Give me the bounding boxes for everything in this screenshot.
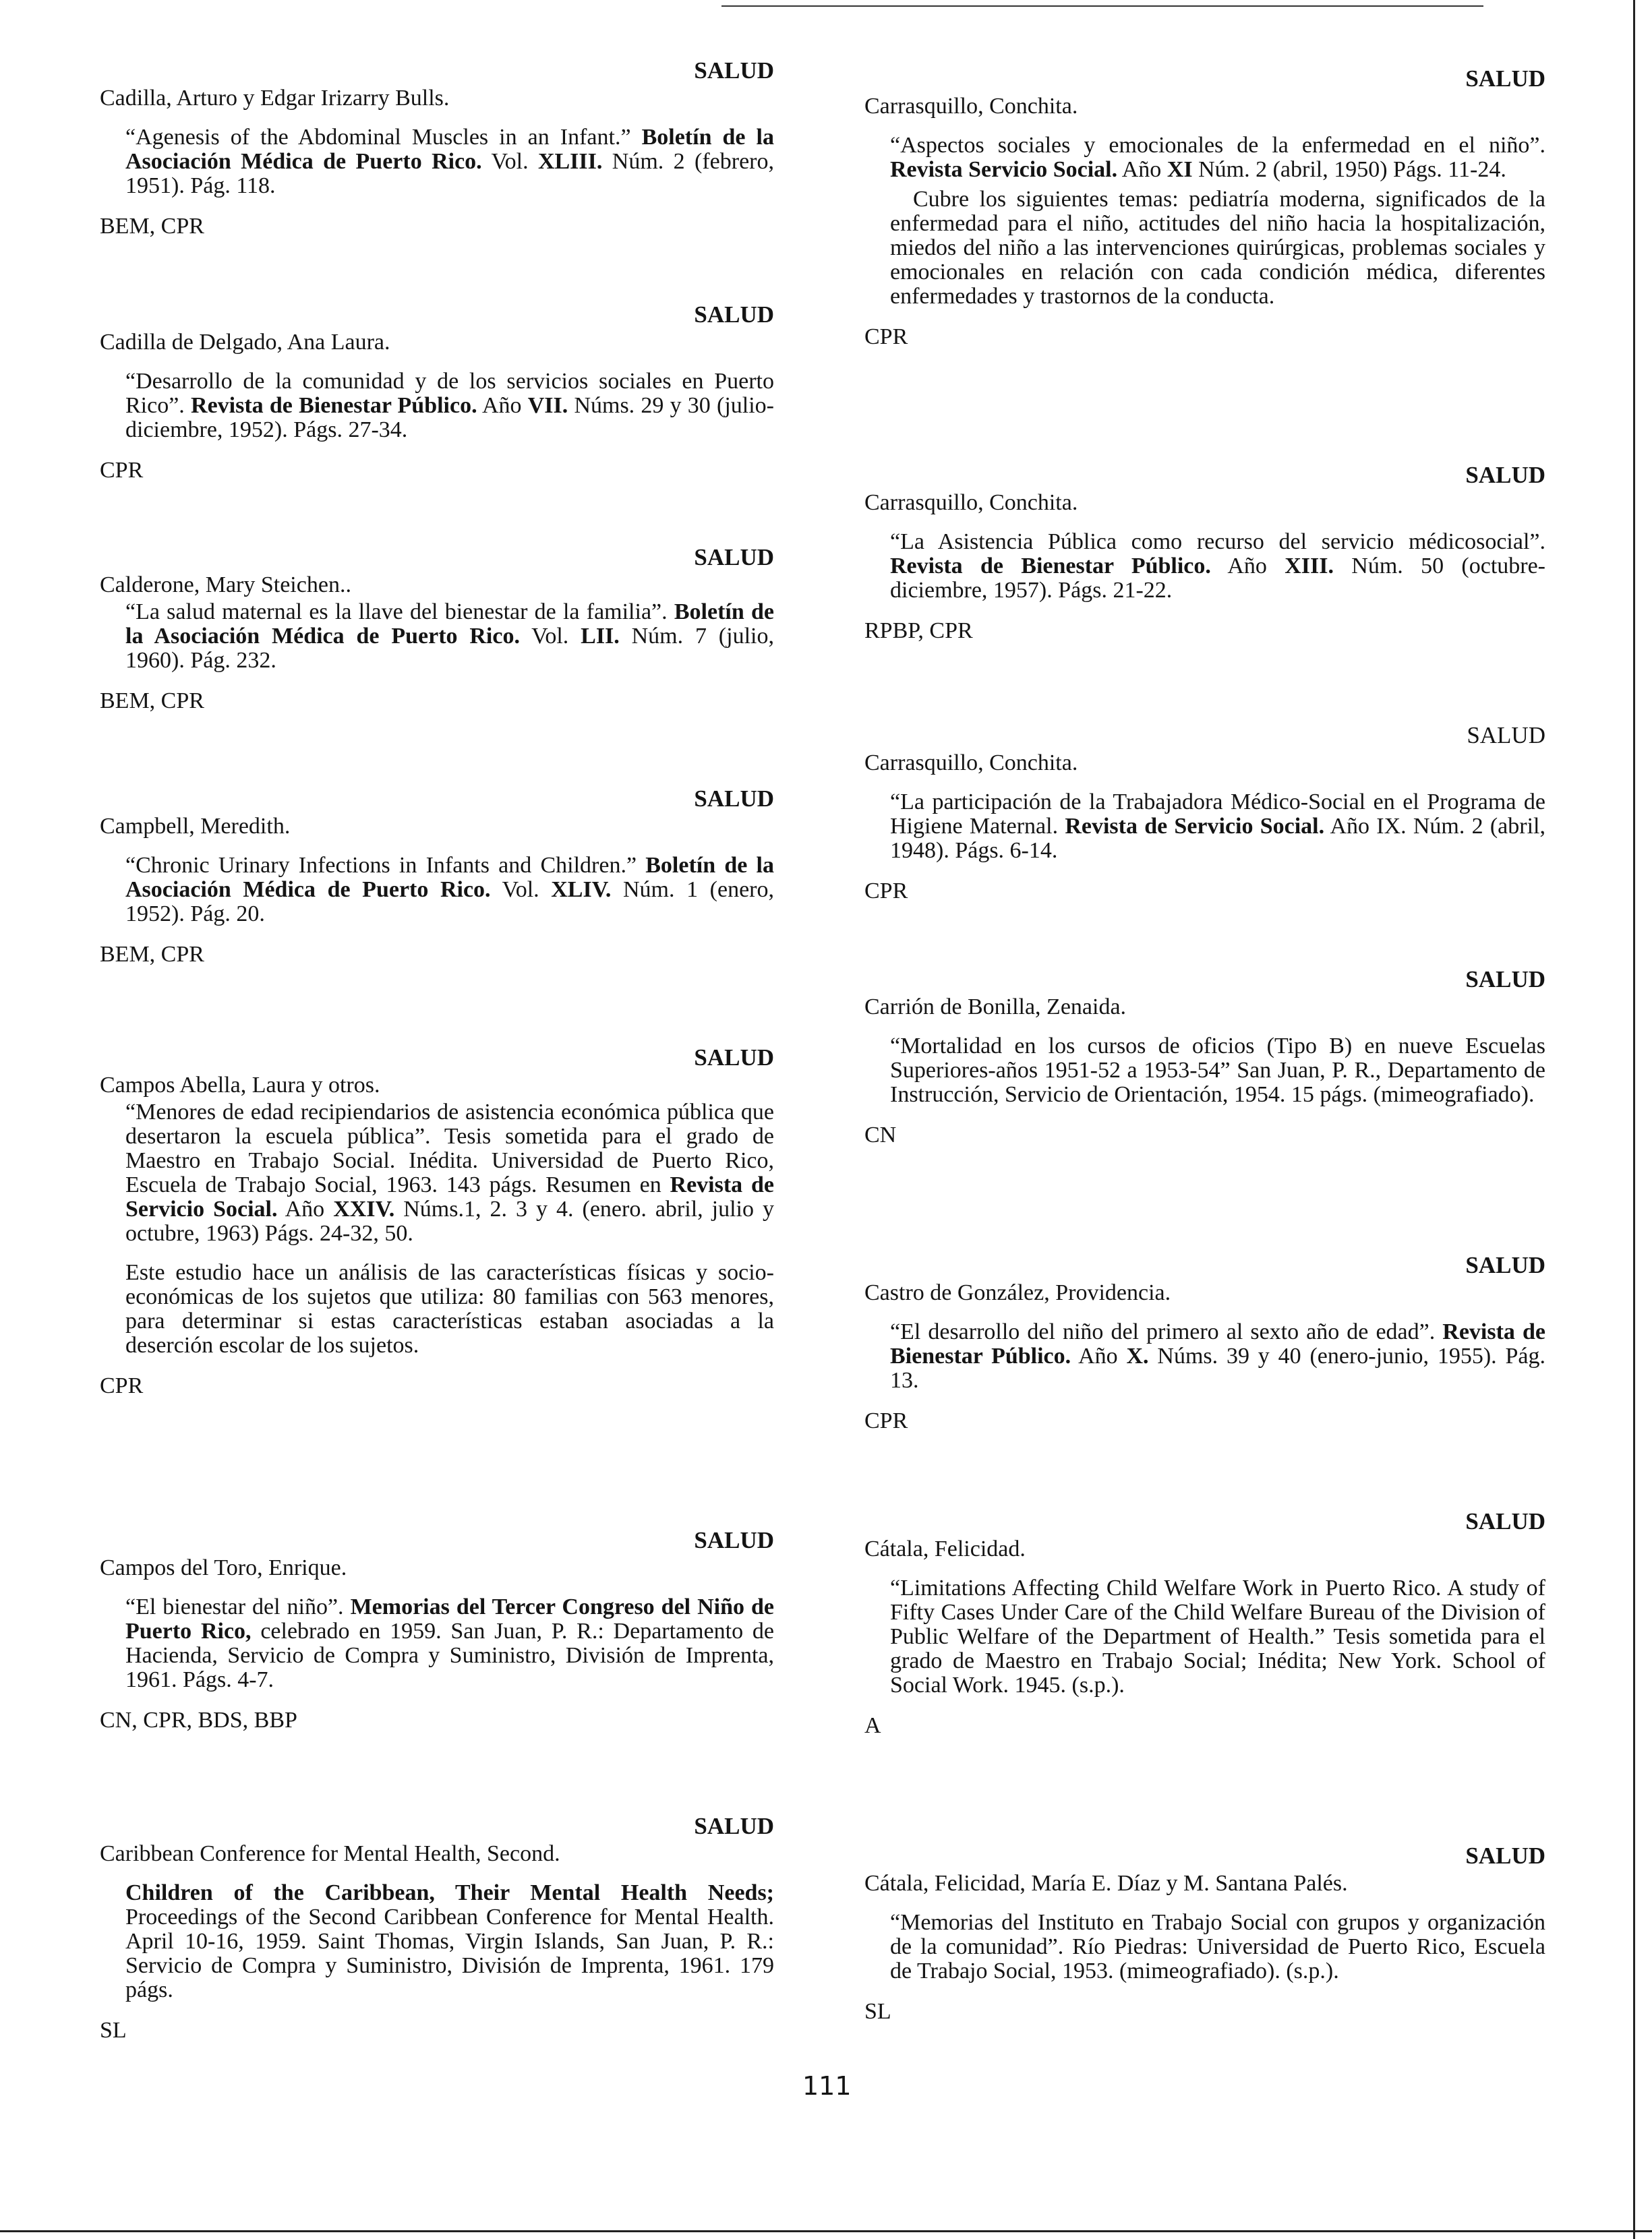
entry-location: CPR [864, 324, 908, 349]
entry-location: CN [864, 1123, 897, 1147]
entry-author: Caribbean Conference for Mental Health, Second. [100, 1841, 560, 1866]
entry-location: BEM, CPR [100, 688, 204, 713]
entry-category: SALUD [694, 1527, 774, 1553]
entry-citation: “La participación de la Trabajadora Médico-Social en el Programa de Higiene Maternal. Revista de Servicio Social. Año IX. Núm. 2 (abril, 1948). Págs. 6-14. [890, 789, 1545, 863]
entry-citation: “Mortalidad en los cursos de oficios (Tipo B) en nueve Escuelas Superiores-años 1951-52 a 1953-54” San Juan, P. R., Departamento de Instrucción, Servicio de Orientación, 1954. 15 págs. (mimeografiado). [890, 1034, 1545, 1107]
entry-location: BEM, CPR [100, 214, 204, 239]
entry-category: SALUD [1467, 722, 1545, 748]
entry-citation: “Memorias del Instituto en Trabajo Social con grupos y organización de la comunidad”. Río Piedras: Universidad de Puerto Rico, Escuela de Trabajo Social, 1953. (mimeografiado). (s.p.). [890, 1910, 1545, 1983]
entry-author: Carrasquillo, Conchita. [864, 94, 1078, 119]
entry-location: SL [864, 1999, 891, 2024]
entry-location: CPR [100, 458, 144, 483]
page-number: 111 [802, 2071, 852, 2101]
entry-author: Calderone, Mary Steichen.. [100, 572, 351, 597]
entry-category: SALUD [694, 57, 774, 84]
entry-author: Cadilla de Delgado, Ana Laura. [100, 330, 390, 355]
entry-location: CN, CPR, BDS, BBP [100, 1708, 297, 1733]
entry-category: SALUD [694, 1813, 774, 1839]
bibliography-entry [100, 786, 774, 967]
bibliography-entry [100, 1528, 774, 1733]
bibliography-entry [100, 58, 774, 239]
entry-author: Carrión de Bonilla, Zenaida. [864, 994, 1127, 1019]
entry-note: Cubre los siguientes temas: pediatría moderna, significados de la enfermedad para el niño, actitudes del niño hacia la hospitalización, miedos del niño a las intervenciones quirúrgicas, problemas sociales y emocionales en relación con cada condición médica, diferentes enfermedades y trastornos de la conducta. [890, 187, 1545, 309]
bibliography-entry [864, 1253, 1545, 1433]
entry-category: SALUD [694, 1044, 774, 1071]
top-rule [721, 5, 1483, 7]
bibliography-entry [864, 723, 1545, 903]
entry-category: SALUD [1465, 1252, 1545, 1278]
bibliography-entry [100, 1814, 774, 2043]
entry-citation: “La salud maternal es la llave del bienestar de la familia”. Boletín de la Asociación Médica de Puerto Rico. Vol. LII. Núm. 7 (julio, 1960). Pág. 232. [125, 599, 774, 673]
entry-author: Cátala, Felicidad. [864, 1536, 1026, 1561]
entry-citation: “Aspectos sociales y emocionales de la enfermedad en el niño”. Revista Servicio Social. Año XI Núm. 2 (abril, 1950) Págs. 11-24. [890, 133, 1545, 182]
bibliography-entry [864, 967, 1545, 1147]
bibliography-entry [100, 302, 774, 483]
right-border-rule [1633, 0, 1635, 2239]
entry-author: Carrasquillo, Conchita. [864, 490, 1078, 515]
entry-location: BEM, CPR [100, 942, 204, 967]
entry-category: SALUD [1465, 1843, 1545, 1869]
entry-citation: “El desarrollo del niño del primero al sexto año de edad”. Revista de Bienestar Público. Año X. Núms. 39 y 40 (enero-junio, 1955). Pág. 13. [890, 1319, 1545, 1393]
bibliography-entry [864, 462, 1545, 643]
entry-author: Cátala, Felicidad, María E. Díaz y M. Santana Palés. [864, 1871, 1348, 1896]
entry-category: SALUD [1465, 462, 1545, 488]
entry-author: Campos Abella, Laura y otros. [100, 1073, 380, 1098]
entry-citation: “Agenesis of the Abdominal Muscles in an Infant.” Boletín de la Asociación Médica de Puerto Rico. Vol. XLIII. Núm. 2 (febrero, 1951). Pág. 118. [125, 125, 774, 198]
entry-category: SALUD [694, 544, 774, 570]
entry-category: SALUD [1465, 1508, 1545, 1534]
entry-author: Carrasquillo, Conchita. [864, 750, 1078, 775]
entry-citation: “Limitations Affecting Child Welfare Work in Puerto Rico. A study of Fifty Cases Under Care of the Child Welfare Bureau of the Division of Public Welfare of the Department of Health.” Tesis sometida para el grado de Maestro en Trabajo Social; Inédita; New York. School of Social Work. 1945. (s.p.). [890, 1576, 1545, 1698]
entry-location: CPR [864, 878, 908, 903]
entry-citation: “Chronic Urinary Infections in Infants and Children.” Boletín de la Asociación Médica de Puerto Rico. Vol. XLIV. Núm. 1 (enero, 1952). Pág. 20. [125, 853, 774, 926]
entry-author: Campos del Toro, Enrique. [100, 1555, 347, 1580]
entry-category: SALUD [694, 301, 774, 328]
entry-citation: “La Asistencia Pública como recurso del servicio médicosocial”. Revista de Bienestar Público. Año XIII. Núm. 50 (octubre-diciembre, 1957). Págs. 21-22. [890, 529, 1545, 603]
entry-location: A [864, 1713, 881, 1738]
entry-citation: Children of the Caribbean, Their Mental Health Needs; Proceedings of the Second Caribbean Conference for Mental Health. April 10-16, 1959. Saint Thomas, Virgin Islands, San Juan, P. R.: Servicio de Compra y Suministro, División de Imprenta, 1961. 179 págs. [125, 1880, 774, 2002]
entry-note: Este estudio hace un análisis de las características físicas y socio-económicas de los sujetos que utiliza: 80 familias con 563 menores, para determinar si estas características estaban asociadas a la deserción escolar de los sujetos. [125, 1260, 774, 1358]
entry-category: SALUD [1465, 65, 1545, 92]
bibliography-entry [864, 66, 1545, 349]
bibliography-entry [100, 1045, 774, 1398]
bottom-border-rule [0, 2230, 1652, 2232]
entry-citation: “El bienestar del niño”. Memorias del Tercer Congreso del Niño de Puerto Rico, celebrado en 1959. San Juan, P. R.: Departamento de Hacienda, Servicio de Compra y Suministro, División de Imprenta, 1961. Págs. 4-7. [125, 1594, 774, 1692]
entry-location: SL [100, 2018, 127, 2043]
entry-author: Cadilla, Arturo y Edgar Irizarry Bulls. [100, 86, 450, 111]
bibliography-entry [100, 545, 774, 713]
entry-citation: “Menores de edad recipiendarios de asistencia económica pública que desertaron la escuela pública”. Tesis sometida para el grado de Maestro en Trabajo Social. Inédita. Universidad de Puerto Rico, Escuela de Trabajo Social, 1963. 143 págs. Resumen en Revista de Servicio Social. Año XXIV. Núms.1, 2. 3 y 4. (enero. abril, julio y octubre, 1963) Págs. 24-32, 50. [125, 1100, 774, 1246]
entry-author: Castro de González, Providencia. [864, 1280, 1171, 1305]
entry-location: CPR [100, 1373, 144, 1398]
entry-location: CPR [864, 1408, 908, 1433]
entry-category: SALUD [1465, 966, 1545, 992]
entry-author: Campbell, Meredith. [100, 814, 291, 839]
entry-location: RPBP, CPR [864, 618, 973, 643]
entry-citation: “Desarrollo de la comunidad y de los servicios sociales en Puerto Rico”. Revista de Bienestar Público. Año VII. Núms. 29 y 30 (julio-diciembre, 1952). Págs. 27-34. [125, 369, 774, 442]
entry-category: SALUD [694, 785, 774, 812]
bibliography-entry [864, 1509, 1545, 1738]
bibliography-entry [864, 1843, 1545, 2024]
